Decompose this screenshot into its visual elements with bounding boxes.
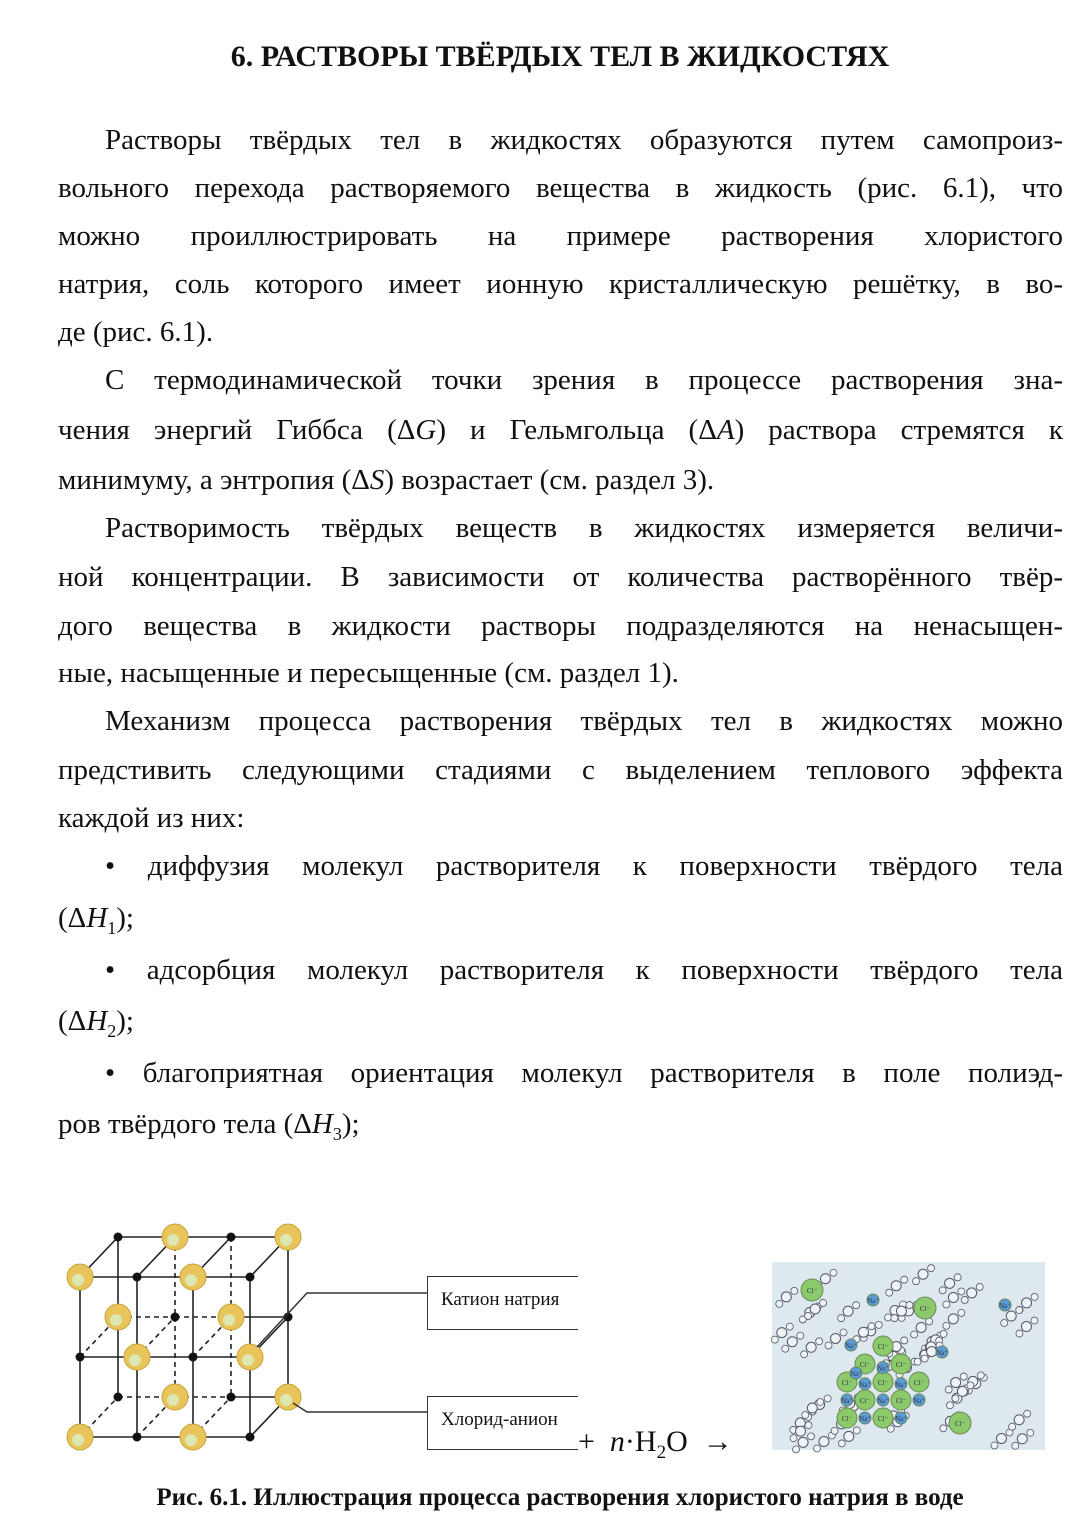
water-hydrogen	[960, 1373, 967, 1380]
text: ) раствора стремятся к	[734, 414, 1064, 446]
water-oxygen	[945, 1278, 955, 1288]
sodium-ion-label: Na⁺	[877, 1397, 889, 1405]
water-oxygen	[1006, 1311, 1016, 1321]
water-hydrogen	[977, 1372, 984, 1379]
water-oxygen	[918, 1269, 928, 1279]
chloride-ion-label: Cl⁻	[954, 1420, 966, 1428]
anion-label: Хлорид-анион	[441, 1409, 558, 1430]
chloride-ion-label: Cl⁻	[913, 1379, 925, 1387]
text-line: Растворы твёрдых тел в жидкостях образуются путем самопроиз-	[105, 124, 1063, 156]
water-hydrogen	[911, 1331, 918, 1338]
water-oxygen	[820, 1274, 830, 1284]
text-line: можно проиллюстрировать на примере растворения хлористого	[58, 220, 1063, 252]
chloride-anion-dot	[171, 1313, 180, 1322]
chloride-ion-label: Cl⁻	[895, 1361, 907, 1369]
text: (Δ	[58, 902, 87, 934]
water-hydrogen	[771, 1336, 778, 1343]
subscript: 2	[656, 1442, 667, 1463]
bullet-item: • благоприятная ориентация молекул растворителя в поле полиэд-	[105, 1057, 1063, 1089]
water-hydrogen	[805, 1312, 812, 1319]
water-hydrogen	[853, 1427, 860, 1434]
water-hydrogen	[824, 1395, 831, 1402]
formula: ·H	[624, 1425, 657, 1458]
water-hydrogen	[830, 1269, 837, 1276]
sodium-ion-label: Na⁺	[895, 1380, 907, 1389]
cation-label: Катион натрия	[441, 1289, 560, 1310]
sphere-highlight	[110, 1314, 122, 1326]
water-hydrogen	[831, 1427, 838, 1434]
sodium-ion-label: Na⁺	[999, 1302, 1011, 1310]
water-oxygen	[819, 1436, 829, 1446]
water-hydrogen	[884, 1314, 891, 1321]
text: );	[341, 1108, 360, 1140]
sphere-highlight	[129, 1354, 141, 1366]
variable: S	[369, 464, 385, 496]
water-hydrogen	[813, 1445, 820, 1452]
water-oxygen	[948, 1314, 958, 1324]
water-hydrogen	[1024, 1410, 1031, 1417]
water-hydrogen	[928, 1265, 935, 1272]
water-oxygen	[787, 1337, 797, 1347]
water-oxygen	[967, 1288, 977, 1298]
plus-sign: +	[578, 1425, 595, 1458]
sodium-ion-label: Na⁺	[936, 1349, 948, 1357]
water-hydrogen	[820, 1299, 827, 1306]
water-hydrogen	[906, 1302, 913, 1309]
water-oxygen	[798, 1437, 808, 1447]
water-hydrogen	[802, 1412, 809, 1419]
water-oxygen	[807, 1403, 817, 1413]
water-hydrogen	[782, 1345, 789, 1352]
water-hydrogen	[793, 1446, 800, 1453]
sodium-ion-label: Na⁺	[913, 1397, 925, 1405]
water-hydrogen	[816, 1338, 823, 1345]
water-hydrogen	[961, 1296, 968, 1303]
water-oxygen	[858, 1327, 868, 1337]
sodium-ion-label: Na⁺	[859, 1415, 871, 1423]
chloride-ion-label: Cl⁻	[919, 1305, 931, 1313]
chloride-ion-label: Cl⁻	[877, 1343, 889, 1351]
water-hydrogen	[776, 1300, 783, 1307]
water-hydrogen	[939, 1287, 946, 1294]
chloride-anion-dot	[227, 1233, 236, 1242]
sphere-highlight	[72, 1434, 84, 1446]
cation-leader-line	[257, 1293, 427, 1347]
water-hydrogen	[945, 1386, 952, 1393]
sphere-highlight	[167, 1234, 179, 1246]
text: чения энергий Гиббса (Δ	[58, 414, 416, 446]
chloride-ion-label: Cl⁻	[841, 1379, 853, 1387]
text-line: дого вещества в жидкости растворы подразделяются на ненасыщен-	[58, 610, 1063, 642]
text-line: ной концентрации. В зависимости от количества растворённого твёр-	[58, 561, 1063, 593]
water-hydrogen	[901, 1276, 908, 1283]
text: );	[116, 902, 134, 934]
chloride-ion-label: Cl⁻	[841, 1415, 853, 1423]
water-oxygen	[796, 1426, 806, 1436]
bullet-item: • диффузия молекул растворителя к поверхности твёрдого тела	[105, 850, 1063, 882]
water-hydrogen	[901, 1337, 908, 1344]
chloride-ion-label: Cl⁻	[859, 1397, 871, 1405]
text: );	[116, 1005, 134, 1037]
water-hydrogen	[1012, 1442, 1019, 1449]
water-hydrogen	[891, 1315, 898, 1322]
section-title: 6. РАСТВОРЫ ТВЁРДЫХ ТЕЛ В ЖИДКОСТЯХ	[230, 40, 890, 73]
text-line: каждой из них:	[58, 802, 245, 834]
chloride-anion-dot	[189, 1353, 198, 1362]
chloride-anion-dot	[114, 1233, 123, 1242]
water-hydrogen	[1009, 1423, 1016, 1430]
water-oxygen	[831, 1333, 841, 1343]
anion-leader-line	[293, 1403, 427, 1412]
water-hydrogen	[801, 1351, 808, 1358]
water-hydrogen	[1016, 1307, 1023, 1314]
water-hydrogen	[791, 1287, 798, 1294]
chloride-ion-label: Cl⁻	[877, 1415, 889, 1423]
water-hydrogen	[940, 1330, 947, 1337]
water-oxygen	[957, 1386, 967, 1396]
water-hydrogen	[1001, 1320, 1008, 1327]
water-hydrogen	[958, 1309, 965, 1316]
sodium-ion-label: Na⁺	[895, 1415, 907, 1423]
chloride-anion-dot	[246, 1433, 255, 1442]
water-hydrogen	[940, 1425, 947, 1432]
subscript: 1	[107, 917, 117, 938]
sodium-ion-label: Na⁺	[859, 1380, 871, 1389]
variable: A	[716, 414, 735, 446]
sphere-highlight	[223, 1314, 235, 1326]
chloride-ion-label: Cl⁻	[806, 1287, 818, 1295]
water-oxygen	[891, 1281, 901, 1291]
water-oxygen	[844, 1431, 854, 1441]
water-hydrogen	[913, 1278, 920, 1285]
water-hydrogen	[943, 1322, 950, 1329]
chloride-anion-dot	[246, 1273, 255, 1282]
text: минимуму, а энтропия (Δ	[58, 464, 370, 496]
sphere-highlight	[185, 1274, 197, 1286]
sphere-highlight	[167, 1394, 179, 1406]
arrow-icon: →	[702, 1425, 733, 1458]
water-hydrogen	[1027, 1429, 1034, 1436]
water-hydrogen	[991, 1442, 998, 1449]
water-oxygen	[1021, 1322, 1031, 1332]
water-hydrogen	[943, 1301, 950, 1308]
water-oxygen	[1022, 1298, 1032, 1308]
chloride-anion-dot	[227, 1393, 236, 1402]
water-hydrogen	[790, 1435, 797, 1442]
water-hydrogen	[797, 1332, 804, 1339]
water-hydrogen	[1031, 1293, 1038, 1300]
water-hydrogen	[914, 1358, 921, 1365]
water-hydrogen	[838, 1315, 845, 1322]
text: ) возрастает (см. раздел 3).	[384, 464, 715, 496]
water-oxygen	[916, 1322, 926, 1332]
subscript: 2	[107, 1020, 117, 1041]
water-hydrogen	[967, 1382, 974, 1389]
sodium-ion-label: Na⁺	[850, 1370, 862, 1378]
sphere-highlight	[72, 1274, 84, 1286]
sodium-ion-label: Na⁺	[867, 1297, 879, 1305]
water-hydrogen	[838, 1440, 845, 1447]
text-line: С термодинамической точки зрения в процессе растворения зна-	[105, 364, 1063, 396]
subscript: 3	[332, 1123, 342, 1144]
sphere-highlight	[185, 1434, 197, 1446]
water-oxygen	[1014, 1415, 1024, 1425]
water-hydrogen	[805, 1422, 812, 1429]
chloride-anion-dot	[133, 1273, 142, 1282]
text-line: натрия, соль которого имеет ионную кристаллическую решётку, в во-	[58, 268, 1063, 300]
water-hydrogen	[976, 1283, 983, 1290]
water-oxygen	[896, 1306, 906, 1316]
sodium-ion-label: Na⁺	[845, 1342, 857, 1350]
sphere-highlight	[280, 1394, 292, 1406]
water-hydrogen	[853, 1302, 860, 1309]
bullet-item: • адсорбция молекул растворителя к поверхности твёрдого тела	[105, 954, 1063, 986]
text: (Δ	[58, 1005, 87, 1037]
water-hydrogen	[886, 1289, 893, 1296]
water-oxygen	[948, 1292, 958, 1302]
sphere-highlight	[242, 1354, 254, 1366]
water-hydrogen	[954, 1274, 961, 1281]
text-line: ные, насыщенные и пересыщенные (см. раздел 1).	[58, 657, 679, 689]
water-hydrogen	[868, 1323, 875, 1330]
sphere-highlight	[280, 1234, 292, 1246]
water-oxygen	[996, 1433, 1006, 1443]
water-hydrogen	[808, 1433, 815, 1440]
water-oxygen	[781, 1292, 791, 1302]
water-oxygen	[843, 1306, 853, 1316]
chloride-anion-dot	[114, 1393, 123, 1402]
text: ) и Гельмгольца (Δ	[436, 414, 717, 446]
equation	[578, 1425, 733, 1464]
water-hydrogen	[952, 1395, 959, 1402]
water-oxygen	[927, 1347, 937, 1357]
variable: H	[86, 1005, 108, 1037]
text-line: де (рис. 6.1).	[58, 316, 214, 348]
water-hydrogen	[786, 1323, 793, 1330]
text-line: Механизм процесса растворения твёрдых тел в жидкостях можно	[105, 705, 1063, 737]
variable: n	[609, 1425, 625, 1458]
water-hydrogen	[817, 1399, 824, 1406]
formula: O	[666, 1425, 688, 1458]
water-oxygen	[806, 1342, 816, 1352]
chloride-ion-label: Cl⁻	[859, 1361, 871, 1369]
variable: G	[415, 414, 437, 446]
text: ров твёрдого тела (Δ	[58, 1108, 312, 1140]
water-hydrogen	[1016, 1330, 1023, 1337]
water-hydrogen	[825, 1342, 832, 1349]
chloride-ion-label: Cl⁻	[877, 1379, 889, 1387]
chloride-anion-dot	[76, 1353, 85, 1362]
water-oxygen	[951, 1378, 961, 1388]
text-line: вольного перехода растворяемого вещества в жидкость (рис. 6.1), что	[58, 172, 1063, 204]
sodium-ion-label: Na⁺	[877, 1364, 889, 1373]
water-oxygen	[777, 1328, 787, 1338]
water-hydrogen	[946, 1402, 953, 1409]
figure-caption: Рис. 6.1. Иллюстрация процесса растворения хлористого натрия в воде	[156, 1484, 964, 1511]
text-line: Растворимость твёрдых веществ в жидкостях измеряется величи-	[105, 512, 1063, 544]
variable: H	[86, 902, 108, 934]
water-hydrogen	[1031, 1317, 1038, 1324]
text-line: предстивить следующими стадиями с выделением теплового эффекта	[58, 754, 1063, 786]
chloride-anion-dot	[133, 1433, 142, 1442]
water-oxygen	[1017, 1434, 1027, 1444]
water-oxygen	[810, 1304, 820, 1314]
variable: H	[311, 1108, 333, 1140]
water-hydrogen	[875, 1321, 882, 1328]
sodium-ion-label: Na⁺	[841, 1397, 853, 1405]
water-hydrogen	[958, 1288, 965, 1295]
water-hydrogen	[840, 1329, 847, 1336]
chloride-ion-label: Cl⁻	[895, 1397, 907, 1405]
water-hydrogen	[921, 1355, 928, 1362]
